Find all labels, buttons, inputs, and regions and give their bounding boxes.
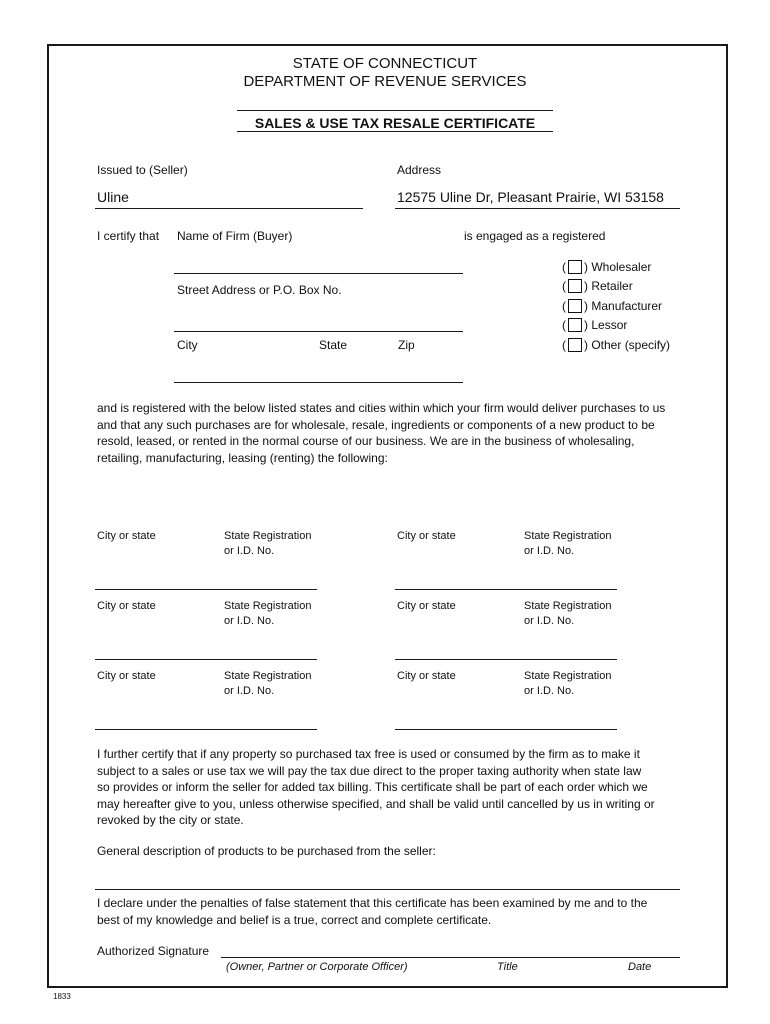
reg-id-label-line1: State Registration [224, 670, 312, 682]
reg-entry-line[interactable] [395, 729, 617, 730]
engaged-label: is engaged as a registered [464, 229, 606, 243]
seller-address-line [395, 208, 680, 209]
lessor-label: Lessor [591, 318, 628, 332]
reg-id-label-line2: or I.D. No. [524, 545, 575, 557]
address-label: Address [397, 163, 442, 177]
general-description-line[interactable] [95, 889, 680, 890]
retailer-label: Retailer [591, 279, 633, 293]
checkbox-retailer[interactable]: ( ) Retailer [562, 279, 633, 293]
reg-entry-line[interactable] [95, 589, 317, 590]
checkbox-lessor-box[interactable] [568, 318, 582, 332]
firm-name-line[interactable] [174, 273, 463, 274]
other-label: Other (specify) [591, 338, 671, 352]
reg-entry-line[interactable] [395, 659, 617, 660]
general-description-label: General description of products to be purchased from the seller: [97, 844, 436, 858]
reg-entry-line[interactable] [95, 729, 317, 730]
checkbox-other[interactable]: ( ) Other (specify) [562, 338, 671, 352]
zip-label: Zip [398, 338, 415, 352]
checkbox-wholesaler[interactable]: ( ) Wholesaler [562, 260, 652, 274]
reg-id-label-line2: or I.D. No. [524, 685, 575, 697]
reg-city-label: City or state [397, 670, 456, 682]
state-heading: STATE OF CONNECTICUT [292, 55, 478, 72]
title-rule-top [237, 110, 553, 111]
reg-id-label-line1: State Registration [224, 600, 312, 612]
reg-entry-line[interactable] [95, 659, 317, 660]
department-heading: DEPARTMENT OF REVENUE SERVICES [243, 73, 527, 90]
form-title: SALES & USE TAX RESALE CERTIFICATE [254, 115, 536, 131]
reg-city-label: City or state [397, 530, 456, 542]
reg-city-label: City or state [97, 600, 156, 612]
signature-label: Authorized Signature [97, 944, 210, 958]
owner-caption: (Owner, Partner or Corporate Officer) [226, 961, 408, 973]
reg-entry-line[interactable] [395, 589, 617, 590]
city-label: City [177, 338, 198, 352]
firm-name-label: Name of Firm (Buyer) [177, 229, 293, 243]
seller-address-value[interactable]: 12575 Uline Dr, Pleasant Prairie, WI 53158 [397, 189, 664, 205]
street-address-label: Street Address or P.O. Box No. [177, 283, 342, 297]
reg-id-label-line2: or I.D. No. [224, 685, 275, 697]
declaration-paragraph: I declare under the penalties of false statement that this certificate has been examined by me and to the best of my knowledge and belief is a true, correct and complete certificate. [97, 896, 648, 927]
checkbox-other-box[interactable] [568, 338, 582, 352]
reg-id-label-line1: State Registration [524, 670, 612, 682]
title-rule-bottom [237, 131, 553, 132]
reg-id-label-line1: State Registration [224, 530, 312, 542]
reg-id-label-line2: or I.D. No. [224, 615, 275, 627]
seller-name-value[interactable]: Uline [97, 189, 129, 205]
checkbox-manufacturer-box[interactable] [568, 299, 582, 313]
checkbox-manufacturer[interactable]: ( ) Manufacturer [562, 299, 663, 313]
wholesaler-label: Wholesaler [591, 260, 652, 274]
city-state-zip-line[interactable] [174, 382, 463, 383]
date-caption: Date [628, 961, 652, 973]
certify-label: I certify that [97, 229, 160, 243]
reg-id-label-line1: State Registration [524, 600, 612, 612]
reg-city-label: City or state [97, 670, 156, 682]
further-certify-paragraph: I further certify that if any property so purchased tax free is used or consumed by the firm as to make it subject to a sales or use tax we will pay the tax due direct to the proper taxing authority when state law so provides or inform the seller for added tax billing. This certificate shall be part of each order which we may hereafter give to you, unless otherwise specified, and shall be valid until cancelled by us in writing or revoked by the city or state. [97, 747, 655, 827]
manufacturer-label: Manufacturer [591, 299, 663, 313]
reg-city-label: City or state [397, 600, 456, 612]
registered-paragraph: and is registered with the below listed states and cities within which your firm would deliver purchases to us and that any such purchases are for wholesale, resale, ingredients or components of a new product to be resold, leased, or rented in the normal course of our business. We are in the business of wholesaling, retailing, manufacturing, leasing (renting) the following: [97, 401, 666, 465]
issued-to-label: Issued to (Seller) [97, 163, 188, 177]
checkbox-lessor[interactable]: ( ) Lessor [562, 318, 628, 332]
reg-city-label: City or state [97, 530, 156, 542]
title-caption: Title [497, 961, 518, 973]
street-address-line[interactable] [174, 331, 463, 332]
form-number: 1833 [53, 992, 71, 1001]
checkbox-retailer-box[interactable] [568, 279, 582, 293]
signature-line[interactable] [221, 957, 680, 958]
reg-id-label-line1: State Registration [524, 530, 612, 542]
reg-id-label-line2: or I.D. No. [524, 615, 575, 627]
checkbox-wholesaler-box[interactable] [568, 260, 582, 274]
seller-name-line [95, 208, 363, 209]
state-label: State [319, 338, 348, 352]
reg-id-label-line2: or I.D. No. [224, 545, 275, 557]
